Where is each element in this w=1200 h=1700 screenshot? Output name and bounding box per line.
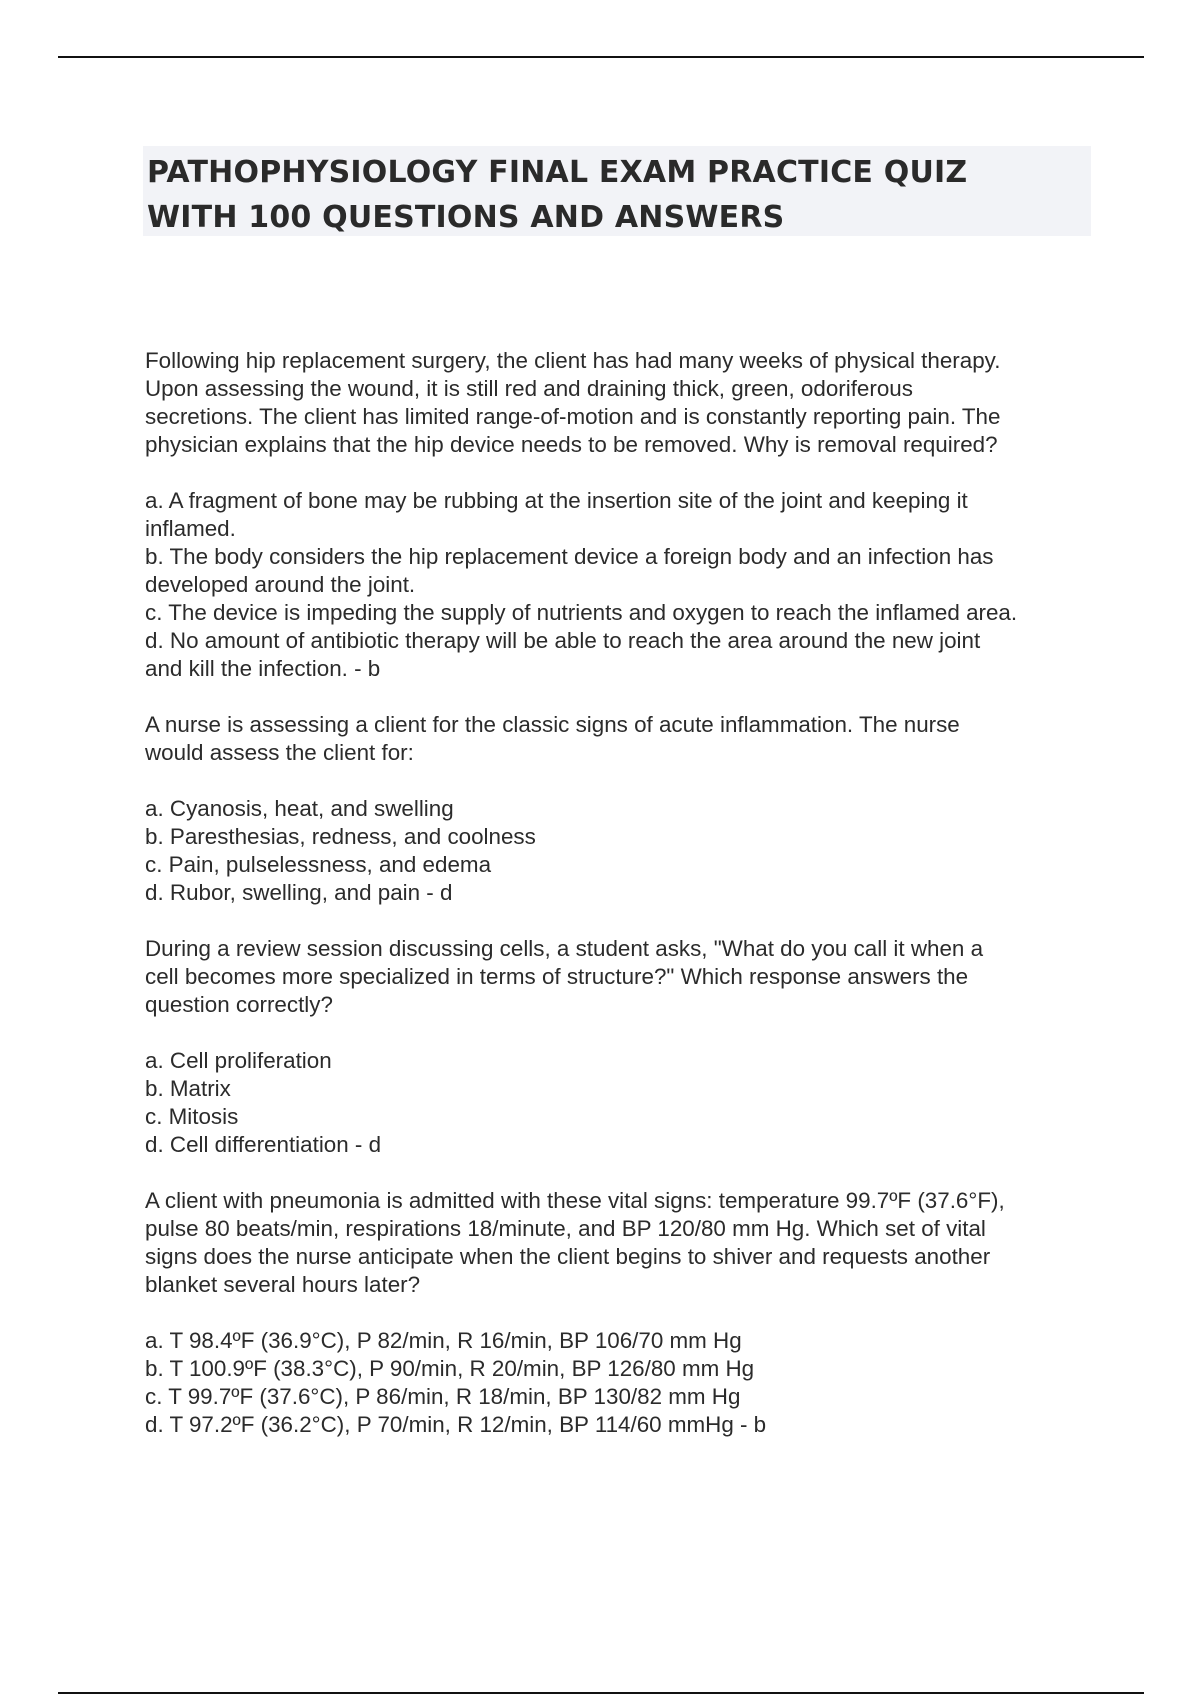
question-block [145,347,1095,683]
stem-line: would assess the client for: [145,740,414,765]
option-line: d. Rubor, swelling, and pain - d [145,880,453,905]
answer-options [145,1327,1095,1439]
option-line: c. Pain, pulselessness, and edema [145,852,492,877]
option-line: b. The body considers the hip replacement device a foreign body and an infection has [145,544,994,569]
question-block [145,711,1095,907]
option-line: and kill the infection. - b [145,656,381,681]
option-line: b. T 100.9ºF (38.3°C), P 90/min, R 20/min, BP 126/80 mm Hg [145,1356,755,1381]
stem-line: physician explains that the hip device needs to be removed. Why is removal required? [145,432,998,457]
answer-options [145,1047,1095,1159]
stem-line: Following hip replacement surgery, the client has had many weeks of physical therapy. [145,348,1001,373]
answer-options [145,487,1095,683]
question-stem [145,347,1095,459]
question-block [145,935,1095,1159]
stem-line: A client with pneumonia is admitted with these vital signs: temperature 99.7ºF (37.6°F), [145,1188,1005,1213]
top-rule [58,56,1144,58]
option-line: b. Paresthesias, redness, and coolness [145,824,536,849]
stem-line: blanket several hours later? [145,1272,421,1297]
question-stem [145,935,1095,1019]
option-line: inflamed. [145,516,236,541]
answer-options [145,795,1095,907]
question-stem [145,1187,1095,1299]
option-line: d. No amount of antibiotic therapy will be able to reach the area around the new joint [145,628,981,653]
title-line: WITH 100 QUESTIONS AND ANSWERS [147,200,785,235]
option-line: a. Cell proliferation [145,1048,332,1073]
stem-line: During a review session discussing cells, a student asks, "What do you call it when a [145,936,984,961]
option-line: a. A fragment of bone may be rubbing at the insertion site of the joint and keeping it [145,488,968,513]
document-body [145,347,1095,1439]
option-line: a. T 98.4ºF (36.9°C), P 82/min, R 16/min, BP 106/70 mm Hg [145,1328,742,1353]
bottom-rule [58,1692,1144,1694]
stem-line: Upon assessing the wound, it is still red and draining thick, green, odoriferous [145,376,913,401]
option-line: developed around the joint. [145,572,416,597]
question-block [145,1187,1095,1439]
title-line: PATHOPHYSIOLOGY FINAL EXAM PRACTICE QUIZ [147,155,968,190]
stem-line: question correctly? [145,992,333,1017]
document-title [143,146,1091,236]
stem-line: secretions. The client has limited range-of-motion and is constantly reporting pain. The [145,404,1001,429]
stem-line: pulse 80 beats/min, respirations 18/minute, and BP 120/80 mm Hg. Which set of vital [145,1216,986,1241]
option-line: c. Mitosis [145,1104,239,1129]
option-line: b. Matrix [145,1076,231,1101]
stem-line: A nurse is assessing a client for the classic signs of acute inflammation. The nurse [145,712,960,737]
option-line: c. The device is impeding the supply of nutrients and oxygen to reach the inflamed area. [145,600,1018,625]
option-line: d. T 97.2ºF (36.2°C), P 70/min, R 12/min, BP 114/60 mmHg - b [145,1412,767,1437]
option-line: c. T 99.7ºF (37.6°C), P 86/min, R 18/min, BP 130/82 mm Hg [145,1384,741,1409]
option-line: d. Cell differentiation - d [145,1132,382,1157]
stem-line: signs does the nurse anticipate when the client begins to shiver and requests another [145,1244,991,1269]
stem-line: cell becomes more specialized in terms of structure?" Which response answers the [145,964,969,989]
option-line: a. Cyanosis, heat, and swelling [145,796,454,821]
question-stem [145,711,1095,767]
